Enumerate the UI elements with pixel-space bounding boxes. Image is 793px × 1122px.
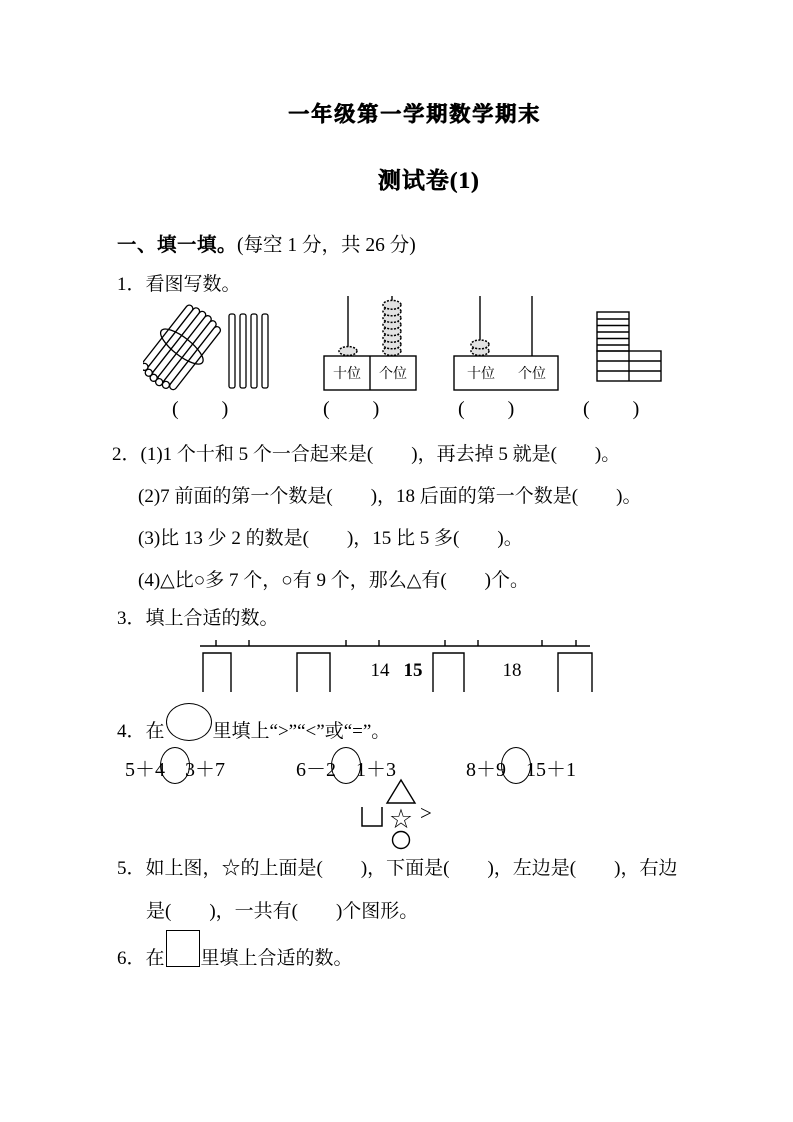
q5-text-line2: 是( )，一共有( )个图形。: [146, 901, 419, 922]
answer-blank: ( ): [172, 398, 230, 420]
q1-heading: [117, 269, 241, 296]
star-shape: ☆: [388, 804, 414, 834]
paper-title: 一年级第一学期数学期末: [288, 102, 541, 126]
numberline-label: 14: [370, 660, 390, 681]
stick-bundle: [143, 298, 228, 398]
blocks-image: [595, 310, 665, 384]
sticks-image: [143, 298, 273, 398]
number-box: [433, 653, 464, 692]
answer-blank: ( ): [458, 398, 516, 420]
comparison-circle-icon: [166, 703, 212, 741]
expression: 6－2 1＋3: [296, 747, 396, 784]
section-score-note: (每空 1 分，共 26 分): [237, 235, 416, 256]
q6-number: 6．: [117, 948, 146, 969]
fill-box-icon: [166, 930, 200, 967]
ones-label: 个位: [379, 367, 407, 382]
number-box: [558, 653, 592, 692]
q4-heading: 4．在 里填上“>”“<”或“=”。: [117, 703, 390, 743]
section-heading: [117, 229, 416, 257]
abacus-beads: [471, 340, 489, 355]
q3-heading: [117, 603, 279, 630]
single-sticks: [229, 314, 268, 388]
numberline-label: 15: [403, 660, 423, 681]
number-box: [297, 653, 330, 692]
paper-subtitle: 测试卷(1): [377, 168, 480, 193]
expression: 8＋9 15＋1: [466, 747, 576, 784]
expression: 5＋4 3＋7: [125, 747, 225, 784]
q2-line: 2．(1)1 个十和 5 个一合起来是( )，再去掉 5 就是( )。: [112, 444, 621, 465]
circle-shape: [393, 832, 410, 849]
comparison-circle-icon: [501, 747, 531, 784]
tens-label: 十位: [333, 367, 361, 382]
numberline-label: 18: [502, 660, 522, 681]
q2-number: 2．: [112, 444, 141, 465]
q2-line: (2)7 前面的第一个数是( )，18 后面的第一个数是( )。: [138, 486, 642, 507]
answer-blank: ( ): [583, 398, 641, 420]
q6-heading: 6．在 里填上合适的数。: [117, 930, 353, 970]
greater-than-shape: >: [420, 801, 432, 825]
section-heading-text: 一、填一填。: [117, 235, 238, 256]
q4-number: 4．: [117, 721, 146, 742]
q1-answer-row: [0, 392, 793, 422]
answer-blank: ( ): [323, 398, 381, 420]
q3-prompt: 填上合适的数。: [145, 608, 279, 629]
comparison-circle-icon: [331, 747, 361, 784]
shapes-figure: [340, 776, 470, 854]
abacus-image-1: [320, 296, 420, 394]
square-shape: [362, 807, 382, 826]
number-box: [203, 653, 231, 692]
q2-block: [112, 434, 732, 602]
q3-number: 3．: [117, 608, 146, 629]
q2-line: (3)比 13 少 2 的数是( )，15 比 5 多( )。: [138, 528, 523, 549]
q1-number: 1．: [117, 274, 146, 295]
q5-text-line1: 5．如上图，☆的上面是( )，下面是( )，左边是( )，右边: [117, 858, 678, 879]
tens-label: 十位: [467, 367, 495, 382]
comparison-circle-icon: [160, 747, 190, 784]
abacus-image-2: [450, 296, 562, 394]
numberline-figure: [190, 630, 620, 692]
triangle-shape: [387, 780, 415, 803]
ones-label: 个位: [518, 367, 546, 382]
q1-prompt: 看图写数。: [145, 274, 241, 295]
q2-line: (4)△比○多 7 个，○有 9 个，那么△有( )个。: [138, 570, 529, 591]
